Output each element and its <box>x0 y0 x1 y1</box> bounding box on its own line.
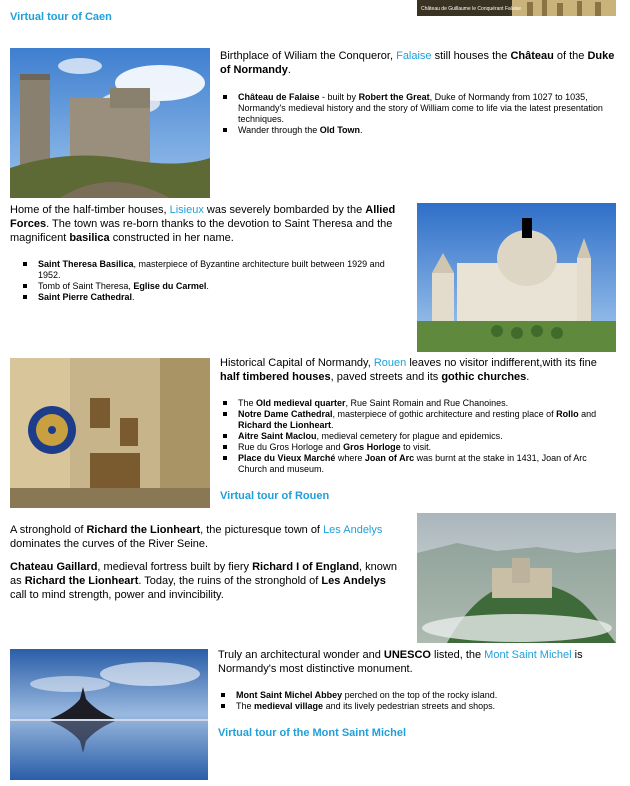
caen-photo-strip <box>417 0 616 16</box>
list-item: Notre Dame Cathedral, masterpiece of gothic architecture and resting place of Rollo and Richard the Lionheart. <box>220 409 616 431</box>
rouen-tour-link[interactable]: Virtual tour of Rouen <box>220 490 330 502</box>
rouen-place: Rouen <box>373 357 407 369</box>
lisieux-place: Lisieux <box>169 204 204 216</box>
lisieux-list <box>20 259 395 303</box>
andelys-place: Les Andelys <box>323 524 383 536</box>
list-item: Saint Pierre Cathedral. <box>20 292 395 303</box>
list-item: Château de Falaise - built by Robert the Great, Duke of Normandy from 1027 to 1035, Normandy's medieval history and the story of William come to life via the latest presentation techniques. <box>220 92 616 125</box>
falaise-place: Falaise <box>396 50 432 62</box>
list-item: Rue du Gros Horloge and Gros Horloge to visit. <box>220 442 616 453</box>
chateau-gaillard-photo <box>417 513 616 643</box>
andelys-intro: A stronghold of Richard the Lionheart, the picturesque town of Les Andelys dominates the curves of the River Seine. <box>10 524 383 550</box>
rouen-list <box>220 398 616 475</box>
falaise-list <box>220 92 616 136</box>
list-item: The Old medieval quarter, Rue Saint Romain and Rue Chanoines. <box>220 398 616 409</box>
lisieux-basilica-photo <box>417 203 616 352</box>
list-item: Aitre Saint Maclou, medieval cemetery for plague and epidemics. <box>220 431 616 442</box>
falaise-castle-photo <box>10 48 210 198</box>
msm-list <box>218 690 616 712</box>
list-item: Saint Theresa Basilica, masterpiece of Byzantine architecture built between 1929 and 1952. <box>20 259 395 281</box>
list-item: Mont Saint Michel Abbey perched on the top of the rocky island. <box>218 690 616 701</box>
msm-intro: Truly an architectural wonder and UNESCO listed, the Mont Saint Michel is Normandy's most distinctive monument. <box>218 649 583 675</box>
msm-tour-link[interactable]: Virtual tour of the Mont Saint Michel <box>218 727 407 739</box>
rouen-clock-photo <box>10 358 210 508</box>
photo-caption: Château de Guillaume le Conquérant Falaise <box>421 6 522 12</box>
caen-tour-link[interactable]: Virtual tour of Caen <box>10 11 112 23</box>
lisieux-intro: Home of the half-timber houses, Lisieux was severely bombarded by the Allied Forces. The town was re-born thanks to the devotion to Saint Theresa and the magnificent basilica constructed in her name. <box>10 204 396 244</box>
falaise-intro: Birthplace of Wiliam the Conqueror, Falaise still houses the Château of the Duke of Normandy. <box>220 50 615 76</box>
list-item: Tomb of Saint Theresa, Eglise du Carmel. <box>20 281 395 292</box>
msm-place: Mont Saint Michel <box>484 649 572 661</box>
rouen-intro: Historical Capital of Normandy, Rouen leaves no visitor indifferent,with its fine half timbered houses, paved streets and its gothic churches. <box>220 357 597 383</box>
list-item: Place du Vieux Marché where Joan of Arc was burnt at the stake in 1431, Joan of Arc Church and museum. <box>220 453 616 475</box>
andelys-detail: Chateau Gaillard, medieval fortress built by fiery Richard I of England, known as Richard the Lionheart. Today, the ruins of the stronghold of Les Andelys call to mind strength, power and invincibility. <box>10 561 397 601</box>
list-item: The medieval village and its lively pedestrian streets and shops. <box>218 701 616 712</box>
mont-saint-michel-photo <box>10 649 208 780</box>
list-item: Wander through the Old Town. <box>220 125 616 136</box>
